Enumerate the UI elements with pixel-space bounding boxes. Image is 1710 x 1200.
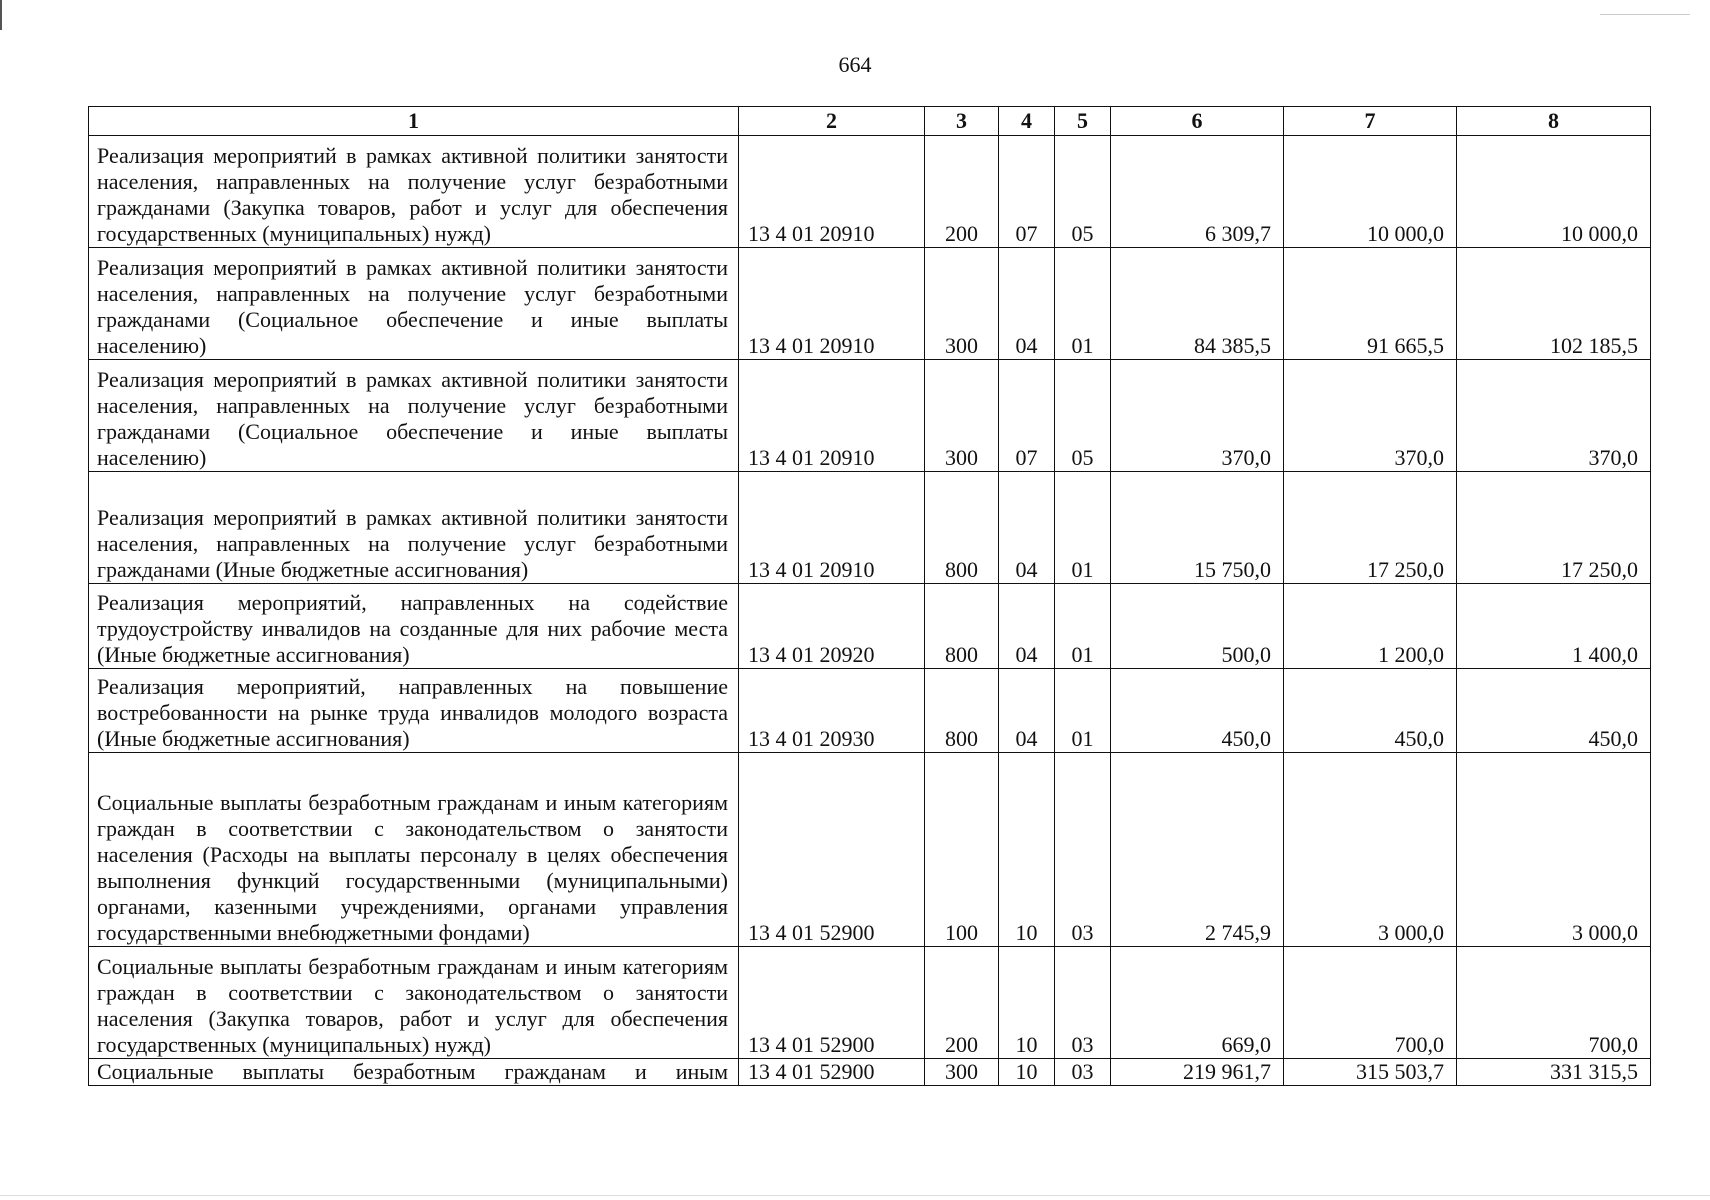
row-description: Реализация мероприятий в рамках активной политики занятости населения, направленных на получение услуг безработными гражданами (Закупка товаров, работ и услуг для обеспечения государственных (муниципальных) нужд): [89, 136, 739, 248]
table-header-row: [89, 107, 1651, 136]
amount-column-7: 1 200,0: [1284, 584, 1457, 669]
section-code: 04: [999, 584, 1055, 669]
table-row: [89, 248, 1651, 360]
target-article-code: 13 4 01 20910: [739, 248, 925, 360]
row-description: Реализация мероприятий в рамках активной политики занятости населения, направленных на получение услуг безработными гражданами (Иные бюджетные ассигнования): [89, 472, 739, 584]
amount-column-6: 669,0: [1111, 947, 1284, 1059]
row-description: Социальные выплаты безработным гражданам и иным категориям граждан в соответствии с законодательством о занятости населения (Расходы на выплаты персоналу в целях обеспечения выполнения функций государственными (муниципальными) органами, казенными учреждениями, органами управления государственными внебюджетными фондами): [89, 753, 739, 947]
column-header: 1: [89, 107, 739, 136]
expense-type-code: 200: [925, 947, 999, 1059]
subsection-code: 03: [1055, 947, 1111, 1059]
subsection-code: 01: [1055, 248, 1111, 360]
target-article-code: 13 4 01 52900: [739, 753, 925, 947]
target-article-code: 13 4 01 52900: [739, 947, 925, 1059]
section-code: 07: [999, 360, 1055, 472]
amount-column-6: 450,0: [1111, 669, 1284, 753]
amount-column-8: 3 000,0: [1457, 753, 1651, 947]
expense-type-code: 300: [925, 1059, 999, 1086]
section-code: 04: [999, 669, 1055, 753]
amount-column-7: 3 000,0: [1284, 753, 1457, 947]
subsection-code: 03: [1055, 753, 1111, 947]
column-header: 3: [925, 107, 999, 136]
column-header: 8: [1457, 107, 1651, 136]
amount-column-8: 450,0: [1457, 669, 1651, 753]
amount-column-6: 2 745,9: [1111, 753, 1284, 947]
amount-column-7: 315 503,7: [1284, 1059, 1457, 1086]
amount-column-8: 102 185,5: [1457, 248, 1651, 360]
target-article-code: 13 4 01 20920: [739, 584, 925, 669]
amount-column-8: 17 250,0: [1457, 472, 1651, 584]
table-row: [89, 472, 1651, 584]
row-description: Реализация мероприятий, направленных на повышение востребованности на рынке труда инвалидов молодого возраста (Иные бюджетные ассигнования): [89, 669, 739, 753]
column-header: 5: [1055, 107, 1111, 136]
amount-column-7: 700,0: [1284, 947, 1457, 1059]
amount-column-8: 331 315,5: [1457, 1059, 1651, 1086]
scan-artifact-line: [0, 1195, 1710, 1196]
amount-column-7: 10 000,0: [1284, 136, 1457, 248]
row-description: Реализация мероприятий в рамках активной политики занятости населения, направленных на получение услуг безработными гражданами (Социальное обеспечение и иные выплаты населению): [89, 248, 739, 360]
expense-type-code: 800: [925, 472, 999, 584]
target-article-code: 13 4 01 20910: [739, 136, 925, 248]
target-article-code: 13 4 01 20930: [739, 669, 925, 753]
row-description: Социальные выплаты безработным гражданам и иным категориям граждан в соответствии с законодательством о занятости населения (Закупка товаров, работ и услуг для обеспечения государственных (муниципальных) нужд): [89, 947, 739, 1059]
expense-type-code: 300: [925, 360, 999, 472]
subsection-code: 01: [1055, 669, 1111, 753]
scan-artifact-line: [1600, 14, 1690, 15]
section-code: 04: [999, 248, 1055, 360]
amount-column-8: 1 400,0: [1457, 584, 1651, 669]
amount-column-6: 15 750,0: [1111, 472, 1284, 584]
target-article-code: 13 4 01 20910: [739, 360, 925, 472]
table-row: [89, 947, 1651, 1059]
expense-type-code: 100: [925, 753, 999, 947]
table-row: [89, 136, 1651, 248]
column-header: 4: [999, 107, 1055, 136]
subsection-code: 03: [1055, 1059, 1111, 1086]
table-row: [89, 360, 1651, 472]
row-description: Социальные выплаты безработным гражданам и иным: [89, 1059, 739, 1086]
amount-column-6: 219 961,7: [1111, 1059, 1284, 1086]
amount-column-8: 370,0: [1457, 360, 1651, 472]
column-header: 6: [1111, 107, 1284, 136]
column-header: 7: [1284, 107, 1457, 136]
subsection-code: 01: [1055, 472, 1111, 584]
page-number: 664: [838, 52, 872, 77]
row-description: Реализация мероприятий в рамках активной политики занятости населения, направленных на получение услуг безработными гражданами (Социальное обеспечение и иные выплаты населению): [89, 360, 739, 472]
subsection-code: 01: [1055, 584, 1111, 669]
table-row: [89, 1059, 1651, 1086]
amount-column-6: 370,0: [1111, 360, 1284, 472]
expense-type-code: 200: [925, 136, 999, 248]
amount-column-8: 10 000,0: [1457, 136, 1651, 248]
amount-column-6: 84 385,5: [1111, 248, 1284, 360]
row-description: Реализация мероприятий, направленных на содействие трудоустройству инвалидов на созданные для них рабочие места (Иные бюджетные ассигнования): [89, 584, 739, 669]
amount-column-7: 17 250,0: [1284, 472, 1457, 584]
column-header: 2: [739, 107, 925, 136]
amount-column-6: 500,0: [1111, 584, 1284, 669]
section-code: 10: [999, 753, 1055, 947]
table-row: [89, 584, 1651, 669]
amount-column-8: 700,0: [1457, 947, 1651, 1059]
expense-type-code: 300: [925, 248, 999, 360]
section-code: 10: [999, 1059, 1055, 1086]
table-row: [89, 669, 1651, 753]
amount-column-7: 450,0: [1284, 669, 1457, 753]
scan-edge: [0, 0, 2, 30]
subsection-code: 05: [1055, 136, 1111, 248]
target-article-code: 13 4 01 52900: [739, 1059, 925, 1086]
amount-column-7: 91 665,5: [1284, 248, 1457, 360]
section-code: 10: [999, 947, 1055, 1059]
amount-column-6: 6 309,7: [1111, 136, 1284, 248]
expense-type-code: 800: [925, 584, 999, 669]
budget-table: [88, 106, 1651, 1086]
section-code: 07: [999, 136, 1055, 248]
subsection-code: 05: [1055, 360, 1111, 472]
amount-column-7: 370,0: [1284, 360, 1457, 472]
expense-type-code: 800: [925, 669, 999, 753]
table-row: [89, 753, 1651, 947]
section-code: 04: [999, 472, 1055, 584]
target-article-code: 13 4 01 20910: [739, 472, 925, 584]
